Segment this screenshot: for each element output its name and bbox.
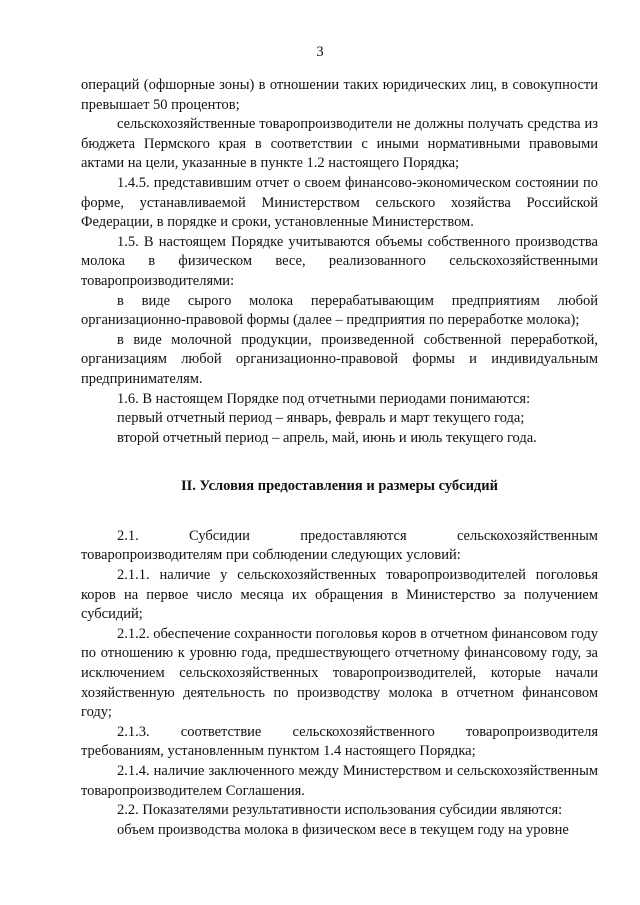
paragraph: 2.1.4. наличие заключенного между Министерством и сельскохозяйственным товаропроизводителем Соглашения.	[81, 763, 598, 799]
paragraph: 1.5. В настоящем Порядке учитываются объемы собственного производства молока в физическом весе, реализованного сельскохозяйственными товаропроизводителями:	[81, 233, 598, 289]
paragraph: сельскохозяйственные товаропроизводители не должны получать средства из бюджета Пермского края в соответствии с иными нормативными правовыми актами на цели, указанные в пункте 1.2 настоящего Порядка;	[81, 116, 598, 172]
paragraph: операций (офшорные зоны) в отношении таких юридических лиц, в совокупности превышает 50 процентов;	[81, 77, 598, 113]
paragraph: в виде сырого молока перерабатывающим предприятиям любой организационно-правовой формы (далее – предприятия по переработке молока);	[81, 292, 598, 329]
paragraph: 2.1.2. обеспечение сохранности поголовья коров в отчетном финансовом году по отношению к уровню года, предшествующего отчетному финансовому году, за исключением сельскохозяйственных товаропроизводителей, которые начали хозяйственную деятельность по производству молока в отчетном финансовом году;	[81, 625, 598, 721]
document-body	[81, 76, 598, 840]
paragraphs-before-heading	[81, 76, 598, 448]
section-heading: II. Условия предоставления и размеры субсидий	[181, 478, 498, 495]
paragraph: 2.2. Показателями результативности использования субсидии являются:	[117, 802, 563, 819]
paragraph: второй отчетный период – апрель, май, июнь и июль текущего года.	[117, 429, 537, 446]
paragraph: 2.1.1. наличие у сельскохозяйственных товаропроизводителей поголовья коров на первое число месяца их обращения в Министерство за получением субсидий;	[81, 567, 598, 623]
paragraph: в виде молочной продукции, произведенной собственной переработкой, организациям любой организационно-правовой формы и индивидуальным предпринимателям.	[81, 331, 598, 387]
paragraph: 1.6. В настоящем Порядке под отчетными периодами понимаются:	[117, 390, 531, 407]
paragraph: первый отчетный период – январь, февраль и март текущего года;	[117, 410, 525, 427]
page-number: 3	[316, 44, 324, 60]
paragraph: объем производства молока в физическом весе в текущем году на уровне	[117, 821, 569, 838]
paragraph: 2.1. Субсидии предоставляются сельскохозяйственным товаропроизводителям при соблюдении следующих условий:	[81, 527, 598, 564]
paragraphs-after-heading	[81, 527, 598, 841]
paragraph: 2.1.3. соответствие сельскохозяйственного товаропроизводителя требованиям, установленным пунктом 1.4 настоящего Порядка;	[81, 723, 598, 760]
paragraph: 1.4.5. представившим отчет о своем финансово-экономическом состоянии по форме, устанавливаемой Министерством сельского хозяйства Российской Федерации, в порядке и сроки, установленные Министерством.	[81, 174, 598, 231]
